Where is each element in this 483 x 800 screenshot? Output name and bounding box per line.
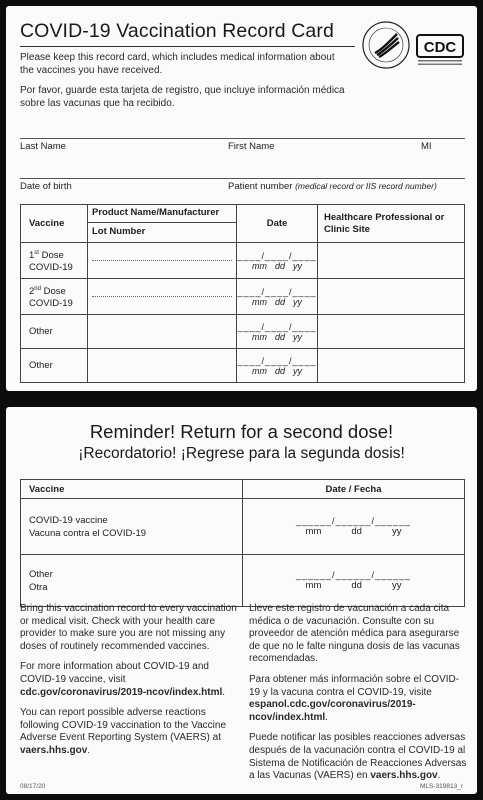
- title-underline: [20, 46, 355, 47]
- intro-spanish: Por favor, guarde esta tarjeta de registro, que incluye información médica sobre las vacunas que ha recibido.: [20, 85, 345, 109]
- en-paragraph-2: For more information about COVID-19 and COVID-19 vaccine, visit cdc.gov/coronavirus/2019-ncov/index.html.: [20, 661, 226, 698]
- header-lot: Lot Number: [92, 226, 146, 237]
- first-name-label: First Name: [228, 141, 275, 152]
- vaccination-card-front: [6, 6, 477, 391]
- row-label: 1st Dose COVID-19: [21, 243, 88, 279]
- provider-cell[interactable]: [318, 279, 465, 315]
- cdc-logo: [416, 34, 466, 68]
- product-cell[interactable]: [88, 243, 237, 279]
- patient-number-label: Patient number (medical record or IIS record number): [228, 181, 437, 192]
- date-cell[interactable]: ______/______/______ mm dd yy: [243, 555, 465, 607]
- form-code: MLS-319813_r: [420, 783, 463, 790]
- header-vaccine: Vaccine: [21, 205, 88, 243]
- vaccination-card-back: [6, 407, 477, 794]
- table-row: [21, 499, 465, 555]
- hhs-seal-icon: [361, 20, 411, 70]
- table-row: [21, 243, 465, 279]
- card-title: COVID-19 Vaccination Record Card: [20, 20, 334, 42]
- patient-number-note: (medical record or IIS record number): [295, 181, 437, 191]
- row-label: Other Otra: [21, 555, 243, 607]
- vaccine-record-table: [20, 204, 465, 383]
- row-label: Other: [21, 315, 88, 349]
- es-paragraph-1: Lleve este registro de vacunación a cada cita médica o de vacunación. Consulte con su proveedor de atención médica para asegurarse de que no le falte ninguna dosis de las vacunas recomendadas.: [249, 603, 460, 665]
- product-cell[interactable]: [88, 315, 237, 349]
- es-paragraph-3: Puede notificar las posibles reacciones adversas después de la vacunación contra el COVID-19 al Sistema de Notificación de Reacciones Adversas a las Vacunas (VAERS) en vaers.hhs.gov.: [249, 732, 467, 782]
- table-row: [21, 279, 465, 315]
- row-label: Other: [21, 349, 88, 383]
- date-cell[interactable]: ____/____/____ mm dd yy: [237, 243, 318, 279]
- middle-initial-label: MI: [421, 141, 432, 152]
- header-date: Date: [237, 205, 318, 243]
- header-vaccine: Vaccine: [21, 480, 243, 499]
- reminder-spanish: ¡Recordatorio! ¡Regrese para la segunda dosis!: [78, 445, 405, 462]
- dob-line: [20, 178, 465, 179]
- table-row: [21, 349, 465, 383]
- date-cell[interactable]: ____/____/____ mm dd yy: [237, 315, 318, 349]
- date-code: 08/17/20: [20, 783, 46, 790]
- header-provider: Healthcare Professional or Clinic Site: [318, 205, 465, 243]
- header-date: Date / Fecha: [243, 480, 465, 499]
- table-row: [21, 555, 465, 607]
- name-line: [20, 138, 465, 139]
- info-english: [20, 603, 240, 766]
- provider-cell[interactable]: [318, 349, 465, 383]
- second-dose-table: [20, 479, 465, 607]
- dob-label: Date of birth: [20, 181, 72, 192]
- table-row: [21, 315, 465, 349]
- en-paragraph-1: Bring this vaccination record to every vaccination or medical visit. Check with your health care provider to make sure you are not missing any doses of routinely recommended vaccines.: [20, 603, 237, 652]
- date-cell[interactable]: ____/____/____ mm dd yy: [237, 349, 318, 383]
- product-cell[interactable]: [88, 279, 237, 315]
- svg-text:CDC: CDC: [423, 39, 457, 56]
- intro-english: Please keep this record card, which includes medical information about the vaccines you have received.: [20, 52, 335, 76]
- provider-cell[interactable]: [318, 315, 465, 349]
- es-paragraph-2: Para obtener más información sobre el COVID-19 y la vacuna contra el COVID-19, visite espanol.cdc.gov/coronavirus/2019-ncov/index.html.: [249, 673, 460, 723]
- reminder-english: Reminder! Return for a second dose!: [89, 421, 394, 442]
- provider-cell[interactable]: [318, 243, 465, 279]
- product-cell[interactable]: [88, 349, 237, 383]
- info-spanish: [249, 603, 469, 791]
- header-product: Product Name/Manufacturer: [88, 205, 236, 223]
- row-label: COVID-19 vaccine Vacuna contra el COVID-19: [21, 499, 243, 555]
- row-label: 2nd Dose COVID-19: [21, 279, 88, 315]
- en-paragraph-3: You can report possible adverse reactions following COVID-19 vaccination to the Vaccine Adverse Event Reporting System (VAERS) at vaers.hhs.gov.: [20, 707, 227, 756]
- last-name-label: Last Name: [20, 141, 66, 152]
- date-cell[interactable]: ____/____/____ mm dd yy: [237, 279, 318, 315]
- date-cell[interactable]: ______/______/______ mm dd yy: [243, 499, 465, 555]
